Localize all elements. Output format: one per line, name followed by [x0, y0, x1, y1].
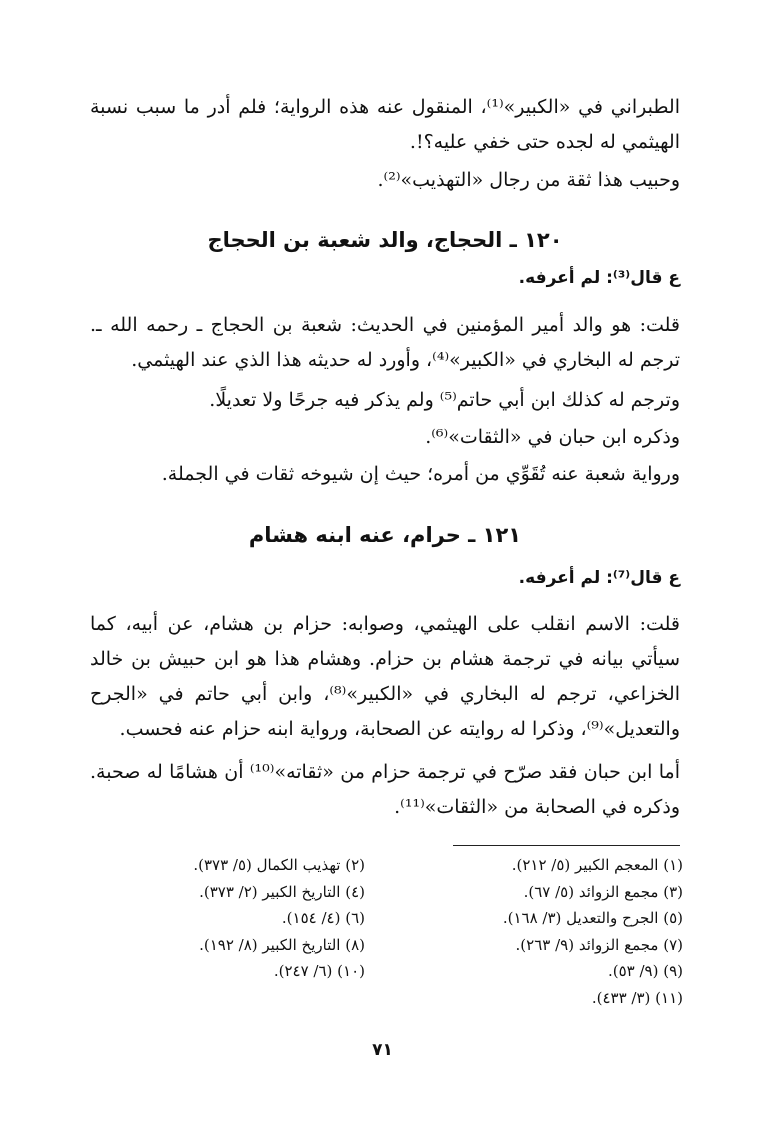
footnote: (١) المعجم الكبير (٥/ ٢١٢).: [511, 856, 683, 874]
paragraph-hajjaj-2: وترجم له كذلك ابن أبي حاتم⁽⁵⁾ ولم يذكر فيه جرحًا ولا تعديلًا.: [209, 389, 680, 411]
footnote: (٩) (٩/ ٥٣).: [607, 962, 683, 980]
footnote-separator: [453, 845, 680, 846]
footnote: (٥) الجرح والتعديل (٣/ ١٦٨).: [502, 909, 683, 927]
footnote-list-right: [503, 852, 683, 1011]
paragraph-hajjaj-3: وذكره ابن حبان في «الثقات»⁽⁶⁾.: [425, 426, 680, 448]
paragraph-hizam-2: أما ابن حبان فقد صرّح في ترجمة حزام من «ثقاته»⁽¹⁰⁾ أن هشامًا له صحبة. وذكره في الصحابة من «الثقات»⁽¹¹⁾.: [90, 761, 680, 818]
footnote: (١٠) (٦/ ٢٤٧).: [273, 962, 365, 980]
paragraph-tabarani: الطبراني في «الكبير»⁽¹⁾، المنقول عنه هذه الرواية؛ فلم أدر ما سبب نسبة الهيثمي له لجده حتى خفي عليه؟!.: [90, 96, 680, 153]
entry-heading-120: ١٢٠ ـ الحجاج، والد شعبة بن الحجاج: [207, 228, 563, 252]
footnote: (٧) مجمع الزوائد (٩/ ٢٦٣).: [515, 935, 683, 954]
footnote: (٤) التاريخ الكبير (٢/ ٣٧٣).: [199, 882, 365, 901]
footnote: (٢) تهذيب الكمال (٥/ ٣٧٣).: [193, 856, 365, 874]
footnote: (٦) (٤/ ١٥٤).: [281, 909, 365, 927]
paragraph-hajjaj-1: قلت: هو والد أمير المؤمنين في الحديث: شعبة بن الحجاج ـ رحمه الله ـ. ترجم له البخاري في «الكبير»⁽⁴⁾، وأورد له حديثه هذا الذي عند الهيثمي.: [90, 314, 680, 371]
said-line-121: ع قال⁽⁷⁾: لم أعرفه.: [518, 568, 680, 588]
page-number: ٧١: [372, 1040, 393, 1060]
footnote-list-left: [193, 852, 365, 985]
footnote: (٣) مجمع الزوائد (٥/ ٦٧).: [523, 882, 683, 901]
paragraph-hizam-1: قلت: الاسم انقلب على الهيثمي، وصوابه: حزام بن هشام، عن أبيه، كما سيأتي بيانه في ترجمة هشام بن حزام. وهشام هذا هو ابن حبيش بن خالد الخزاعي، ترجم له البخاري في «الكبير»⁽⁸⁾، وابن أبي حاتم في «الجرح والتعديل»⁽⁹⁾، وذكرا له روايته عن الصحابة، ورواية ابنه حزام عنه فحسب.: [90, 613, 680, 740]
footnote: (١١) (٣/ ٤٣٣).: [591, 988, 683, 1007]
footnote: (٨) التاريخ الكبير (٨/ ١٩٢).: [199, 935, 365, 954]
paragraph-habib: وحبيب هذا ثقة من رجال «التهذيب»⁽²⁾.: [377, 169, 680, 191]
said-line-120: ع قال⁽³⁾: لم أعرفه.: [518, 268, 680, 288]
entry-heading-121: ١٢١ ـ حرام، عنه ابنه هشام: [248, 523, 522, 547]
paragraph-hajjaj-4: ورواية شعبة عنه تُقَوِّي من أمره؛ حيث إن شيوخه ثقات في الجملة.: [161, 463, 680, 485]
